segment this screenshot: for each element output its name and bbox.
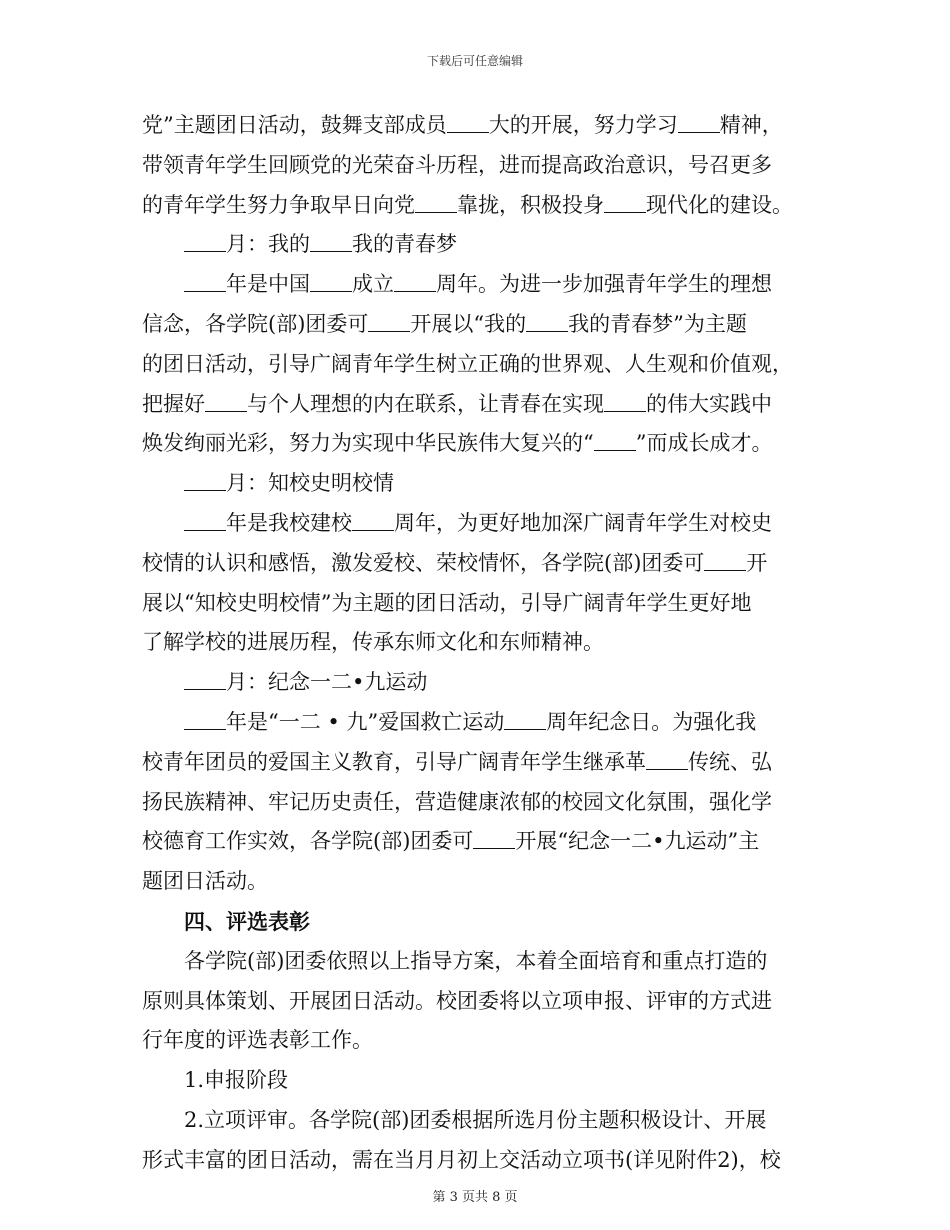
text-line [142, 982, 810, 1022]
text-segment: 开展“纪念一二•九运动”主 [515, 829, 760, 854]
text-line [142, 783, 810, 823]
text-segment: 传统、弘 [688, 749, 772, 774]
blank-underline [678, 106, 720, 133]
section-heading [142, 902, 810, 942]
blank-underline [310, 265, 352, 292]
text-segment: 校青年团员的爱国主义教育，引导广阔青年学生继承革 [142, 749, 646, 774]
text-segment: 的青年学生努力争取早日向党 [142, 192, 415, 217]
blank-underline [368, 305, 410, 332]
text-segment: 开展以“我的 [410, 311, 527, 336]
text-line [142, 345, 810, 385]
blank-underline [526, 305, 568, 332]
text-segment: 展以“知校史明校情”为主题的团日活动，引导广阔青年学生更好地 [142, 590, 752, 615]
text-segment: 成立 [352, 272, 394, 297]
text-line [142, 225, 810, 265]
text-segment: 月：我的 [226, 232, 310, 257]
blank-underline [415, 186, 457, 213]
text-segment: 与个人理想的内在联系，让青春在实现 [247, 391, 604, 416]
text-segment: 大的开展，努力学习 [488, 113, 678, 137]
text-segment: 党”主题团日活动，鼓舞支部成员 [142, 113, 447, 137]
text-segment: ”而成长成才。 [635, 431, 773, 456]
blank-underline [184, 464, 226, 491]
text-segment: 1.申报阶段 [184, 1068, 289, 1093]
document-body [142, 106, 810, 1181]
blank-underline [504, 703, 546, 730]
text-segment: 题团日活动。 [142, 869, 268, 894]
blank-underline [594, 424, 636, 451]
text-line [142, 1021, 810, 1061]
blank-underline [184, 504, 226, 531]
text-line [142, 385, 810, 425]
blank-underline [352, 504, 394, 531]
text-segment: 信念，各学院(部)团委可 [142, 311, 369, 336]
text-line [142, 623, 810, 663]
text-line [142, 1101, 810, 1141]
blank-underline [205, 385, 247, 412]
text-line [142, 663, 810, 703]
page-footer: 第 3 页共 8 页 [432, 1190, 518, 1205]
text-line [142, 265, 810, 305]
text-segment: 2.立项评审。各学院(部)团委根据所选月份主题积极设计、开展 [184, 1107, 767, 1132]
blank-underline [473, 822, 515, 849]
text-segment: 焕发绚丽光彩，努力为实现中华民族伟大复兴的“ [142, 431, 594, 456]
text-segment: 月：知校史明校情 [226, 471, 394, 496]
text-segment: 月：纪念一二•九运动 [226, 670, 428, 695]
text-line [142, 504, 810, 544]
text-segment: 周年纪念日。为强化我 [546, 709, 757, 734]
text-segment: 现代化的建设。 [646, 192, 793, 217]
text-segment: 年是“一二 • 九”爱国救亡运动 [226, 709, 505, 734]
text-line [142, 942, 810, 982]
blank-underline [184, 663, 226, 690]
blank-underline [704, 544, 746, 571]
blank-underline [604, 186, 646, 213]
text-segment: 的伟大实践中 [646, 391, 772, 416]
text-segment: 扬民族精神、牢记历史责任，营造健康浓郁的校园文化氛围，强化学 [142, 789, 772, 814]
blank-underline [646, 743, 688, 770]
text-segment: 开 [746, 550, 768, 575]
text-segment: 原则具体策划、开展团日活动。校团委将以立项申报、评审的方式进 [142, 988, 772, 1013]
text-line [142, 544, 810, 584]
text-line [142, 1061, 810, 1101]
text-segment: 把握好 [142, 391, 205, 416]
blank-underline [310, 225, 352, 252]
blank-underline [447, 106, 489, 133]
text-segment: 行年度的评选表彰工作。 [142, 1028, 373, 1053]
text-line [142, 703, 810, 743]
text-segment: 校德育工作实效，各学院(部)团委可 [142, 829, 474, 854]
text-line [142, 106, 810, 146]
text-line [142, 862, 810, 902]
text-segment: 校情的认识和感悟，激发爱校、荣校情怀，各学院(部)团委可 [142, 550, 705, 575]
text-line [142, 1141, 810, 1181]
text-segment: 了解学校的进展历程，传承东师文化和东师精神。 [142, 630, 604, 655]
page-header: 下载后可任意编辑 [426, 54, 523, 68]
blank-underline [604, 385, 646, 412]
text-segment: 带领青年学生回顾党的光荣奋斗历程，进而提高政治意识，号召更多 [142, 152, 772, 177]
text-segment: 四、评选表彰 [184, 908, 310, 934]
blank-underline [184, 703, 226, 730]
text-segment: 精神， [719, 113, 783, 137]
text-segment: 年是我校建校 [226, 510, 352, 535]
text-line [142, 424, 810, 464]
text-line [142, 743, 810, 783]
text-line [142, 464, 810, 504]
text-segment: 形式丰富的团日活动，需在当月月初上交活动立项书(详见附件2)，校 [142, 1147, 781, 1172]
text-segment: 我的青春梦 [352, 232, 457, 257]
text-segment: 周年，为更好地加深广阔青年学生对校史 [394, 510, 772, 535]
text-segment: 靠拢，积极投身 [457, 192, 604, 217]
text-segment: 的团日活动，引导广阔青年学生树立正确的世界观、人生观和价值观， [142, 351, 793, 376]
text-line [142, 146, 810, 186]
text-segment: 我的青春梦”为主题 [568, 311, 747, 336]
text-line [142, 186, 810, 226]
text-line [142, 584, 810, 624]
blank-underline [184, 225, 226, 252]
text-line [142, 305, 810, 345]
text-segment: 各学院(部)团委依照以上指导方案，本着全面培育和重点打造的 [184, 948, 768, 973]
blank-underline [184, 265, 226, 292]
text-line [142, 822, 810, 862]
text-segment: 周年。为进一步加强青年学生的理想 [436, 272, 772, 297]
text-segment: 年是中国 [226, 272, 310, 297]
blank-underline [394, 265, 436, 292]
